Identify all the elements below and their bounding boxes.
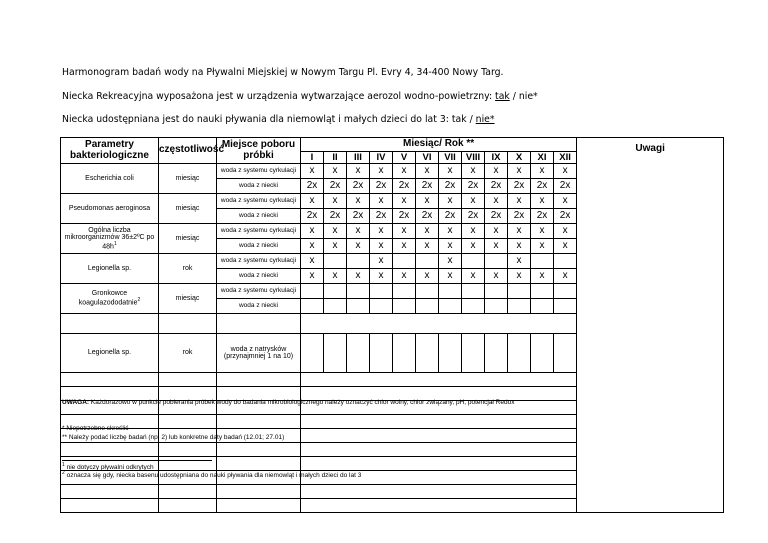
- month-cell: x: [485, 239, 508, 254]
- empty-cell: [217, 314, 301, 334]
- aerosol-option-no: nie*: [518, 91, 538, 102]
- month-cell: x: [416, 164, 439, 179]
- month-cell: [347, 299, 370, 314]
- infant-question: Niecka udostępniana jest do nauki pływania dla niemowląt i małych dzieci do lat 3:: [62, 114, 449, 125]
- month-cell: x: [370, 164, 393, 179]
- frequency-value: miesiąc: [159, 284, 217, 314]
- month-cell: [508, 334, 531, 373]
- month-cell: x: [301, 224, 324, 239]
- empty-cell: [301, 314, 577, 334]
- uwaga-text: Każdorazowo w punkcie pobierania próbek wody do badania mikrobiologicznego należy oznaczyć chlor wolny, chlor związany, pH, potencjał Redox: [89, 399, 515, 406]
- month-cell: [393, 284, 416, 299]
- month-cell: [370, 299, 393, 314]
- month-cell: 2x: [531, 179, 554, 194]
- month-header: IV: [370, 152, 393, 164]
- month-cell: [347, 254, 370, 269]
- month-cell: x: [393, 194, 416, 209]
- month-cell: [439, 299, 462, 314]
- month-cell: x: [301, 164, 324, 179]
- month-cell: x: [347, 239, 370, 254]
- month-cell: [485, 284, 508, 299]
- month-cell: [370, 334, 393, 373]
- month-cell: x: [393, 224, 416, 239]
- month-cell: x: [324, 239, 347, 254]
- month-header: III: [347, 152, 370, 164]
- empty-cell: [301, 499, 577, 513]
- empty-cell: [61, 485, 159, 499]
- parameter-name: [61, 284, 159, 314]
- month-header: IX: [485, 152, 508, 164]
- month-cell: 2x: [370, 209, 393, 224]
- month-header: V: [393, 152, 416, 164]
- month-header: VIII: [462, 152, 485, 164]
- month-header: XI: [531, 152, 554, 164]
- month-cell: [531, 334, 554, 373]
- month-cell: [393, 334, 416, 373]
- frequency-value: rok: [159, 254, 217, 284]
- empty-cell: [217, 373, 301, 387]
- month-cell: x: [370, 254, 393, 269]
- month-cell: x: [508, 224, 531, 239]
- footnote-1-mark: 1: [62, 462, 65, 468]
- month-cell: x: [416, 239, 439, 254]
- aerosol-separator: /: [512, 91, 516, 102]
- infant-option-no: nie*: [475, 114, 495, 125]
- month-cell: x: [439, 254, 462, 269]
- month-cell: x: [439, 239, 462, 254]
- month-cell: 2x: [531, 209, 554, 224]
- month-cell: x: [301, 254, 324, 269]
- footnote-1-text: nie dotyczy pływalni odkrytych: [64, 464, 154, 472]
- empty-cell: [301, 443, 577, 457]
- sampling-place: woda z systemu cyrkulacji: [217, 284, 301, 299]
- month-cell: x: [508, 269, 531, 284]
- month-header: I: [301, 152, 324, 164]
- month-cell: x: [531, 239, 554, 254]
- month-cell: 2x: [485, 209, 508, 224]
- month-cell: [324, 254, 347, 269]
- month-cell: x: [370, 239, 393, 254]
- aerosol-option-yes: tak: [495, 91, 510, 102]
- empty-cell: [301, 373, 577, 387]
- month-cell: x: [347, 164, 370, 179]
- month-cell: [301, 299, 324, 314]
- month-cell: x: [393, 239, 416, 254]
- month-cell: 2x: [324, 209, 347, 224]
- month-cell: x: [531, 224, 554, 239]
- empty-cell: [301, 429, 577, 443]
- month-cell: x: [324, 224, 347, 239]
- month-cell: x: [485, 164, 508, 179]
- month-cell: x: [554, 239, 577, 254]
- month-cell: 2x: [393, 179, 416, 194]
- month-cell: [393, 299, 416, 314]
- empty-cell: [217, 485, 301, 499]
- month-cell: 2x: [393, 209, 416, 224]
- month-cell: x: [508, 164, 531, 179]
- month-cell: [347, 284, 370, 299]
- month-header: II: [324, 152, 347, 164]
- month-cell: [531, 284, 554, 299]
- footnote-2: [62, 470, 361, 479]
- infant-statement: [62, 114, 495, 125]
- month-cell: [508, 284, 531, 299]
- empty-cell: [61, 499, 159, 513]
- month-cell: 2x: [347, 209, 370, 224]
- month-header: VII: [439, 152, 462, 164]
- aerosol-statement: [62, 91, 538, 102]
- month-cell: x: [370, 194, 393, 209]
- month-cell: x: [508, 254, 531, 269]
- month-cell: 2x: [416, 209, 439, 224]
- month-cell: x: [393, 164, 416, 179]
- month-cell: 2x: [370, 179, 393, 194]
- month-cell: x: [301, 239, 324, 254]
- month-cell: [439, 284, 462, 299]
- month-cell: 2x: [416, 179, 439, 194]
- month-cell: x: [554, 164, 577, 179]
- month-cell: x: [462, 224, 485, 239]
- month-cell: x: [508, 194, 531, 209]
- month-cell: x: [554, 224, 577, 239]
- month-cell: x: [485, 269, 508, 284]
- empty-cell: [217, 457, 301, 471]
- month-cell: x: [462, 269, 485, 284]
- month-cell: [554, 254, 577, 269]
- month-cell: x: [416, 224, 439, 239]
- empty-cell: [159, 415, 217, 429]
- month-cell: x: [416, 269, 439, 284]
- month-cell: [439, 334, 462, 373]
- month-header: VI: [416, 152, 439, 164]
- month-cell: 2x: [554, 209, 577, 224]
- month-cell: x: [347, 194, 370, 209]
- parameter-name: Escherichia coli: [61, 164, 159, 194]
- month-cell: x: [347, 269, 370, 284]
- parameter-name: Legionella sp.: [61, 334, 159, 373]
- footnote-2-mark: 2: [62, 470, 65, 476]
- footnote-2-text: oznacza się gdy, niecka basenu udostępniana do nauki pływania dla niemowląt i małych dzieci do lat 3: [64, 472, 362, 480]
- month-cell: [462, 284, 485, 299]
- month-cell: [324, 299, 347, 314]
- month-cell: x: [439, 194, 462, 209]
- uwaga-note: [62, 399, 514, 406]
- month-cell: x: [531, 164, 554, 179]
- aerosol-question: Niecka Rekreacyjna wyposażona jest w urządzenia wytwarzające aerozol wodno-powietrzny:: [62, 91, 493, 102]
- month-cell: x: [462, 164, 485, 179]
- month-cell: 2x: [301, 209, 324, 224]
- month-cell: x: [347, 224, 370, 239]
- empty-cell: [217, 499, 301, 513]
- month-cell: x: [370, 269, 393, 284]
- empty-cell: [159, 457, 217, 471]
- month-cell: [554, 299, 577, 314]
- month-cell: [347, 334, 370, 373]
- empty-cell: [217, 443, 301, 457]
- month-cell: x: [485, 194, 508, 209]
- month-cell: 2x: [439, 179, 462, 194]
- frequency-value: rok: [159, 334, 217, 373]
- sampling-place: woda z natrysków (przynajmniej 1 na 10): [217, 334, 301, 373]
- parameter-name-text: Ogólna liczba mikroorganizmów 36±2ºC po 48h: [64, 226, 155, 250]
- sampling-place: woda z systemu cyrkulacji: [217, 194, 301, 209]
- empty-cell: [301, 415, 577, 429]
- empty-cell: [159, 485, 217, 499]
- month-cell: x: [462, 194, 485, 209]
- month-cell: x: [324, 194, 347, 209]
- sampling-place: woda z systemu cyrkulacji: [217, 254, 301, 269]
- header-sampling-place: Miejsce poboru próbki: [217, 138, 301, 164]
- empty-cell: [61, 373, 159, 387]
- sampling-place: woda z niecki: [217, 299, 301, 314]
- month-cell: 2x: [462, 179, 485, 194]
- month-cell: [393, 254, 416, 269]
- month-cell: x: [393, 269, 416, 284]
- parameter-name: Legionella sp.: [61, 254, 159, 284]
- footnote-ref: 1: [113, 240, 117, 247]
- frequency-value: miesiąc: [159, 224, 217, 254]
- month-cell: 2x: [301, 179, 324, 194]
- month-cell: [462, 334, 485, 373]
- month-cell: 2x: [508, 209, 531, 224]
- sampling-schedule-table: [60, 137, 724, 513]
- month-cell: x: [531, 194, 554, 209]
- parameter-name-text: Gronkowce koagulazododatnie: [78, 290, 138, 307]
- month-cell: x: [508, 239, 531, 254]
- empty-cell: [159, 373, 217, 387]
- empty-cell: [61, 314, 159, 334]
- empty-cell: [301, 485, 577, 499]
- month-cell: [508, 299, 531, 314]
- month-cell: x: [439, 224, 462, 239]
- sampling-place: woda z systemu cyrkulacji: [217, 224, 301, 239]
- document-title: Harmonogram badań wody na Pływalni Miejskiej w Nowym Targu Pl. Evry 4, 34-400 Nowy Targ.: [62, 67, 504, 78]
- month-cell: x: [301, 269, 324, 284]
- uwaga-label: UWAGA:: [62, 399, 90, 406]
- header-parameters: Parametry bakteriologiczne: [61, 138, 159, 164]
- month-cell: [554, 334, 577, 373]
- month-cell: x: [370, 224, 393, 239]
- month-cell: [301, 334, 324, 373]
- month-cell: [531, 299, 554, 314]
- month-cell: [301, 284, 324, 299]
- month-cell: x: [324, 164, 347, 179]
- month-cell: x: [439, 164, 462, 179]
- month-cell: x: [439, 269, 462, 284]
- month-cell: x: [324, 269, 347, 284]
- month-cell: 2x: [462, 209, 485, 224]
- empty-cell: [61, 443, 159, 457]
- empty-cell: [159, 443, 217, 457]
- empty-cell: [217, 415, 301, 429]
- month-cell: x: [554, 269, 577, 284]
- month-cell: 2x: [439, 209, 462, 224]
- frequency-value: miesiąc: [159, 164, 217, 194]
- header-remarks: Uwagi: [577, 138, 724, 513]
- footnote-strike: * Niepotrzebne skreślić: [62, 425, 129, 432]
- frequency-value: miesiąc: [159, 194, 217, 224]
- empty-cell: [159, 499, 217, 513]
- infant-separator: /: [469, 114, 473, 125]
- month-cell: [324, 334, 347, 373]
- month-cell: [485, 299, 508, 314]
- header-month-year: Miesiąc/ Rok **: [301, 138, 577, 152]
- parameter-name: Pseudomonas aeroginosa: [61, 194, 159, 224]
- empty-cell: [159, 314, 217, 334]
- month-cell: [462, 254, 485, 269]
- month-header: XII: [554, 152, 577, 164]
- infant-option-yes: tak: [451, 114, 467, 125]
- month-cell: [485, 334, 508, 373]
- month-cell: x: [416, 194, 439, 209]
- sampling-place: woda z systemu cyrkulacji: [217, 164, 301, 179]
- month-cell: [416, 284, 439, 299]
- month-cell: [416, 334, 439, 373]
- month-cell: 2x: [347, 179, 370, 194]
- sampling-place: woda z niecki: [217, 269, 301, 284]
- month-cell: 2x: [508, 179, 531, 194]
- empty-cell: [301, 457, 577, 471]
- month-cell: x: [301, 194, 324, 209]
- month-cell: 2x: [324, 179, 347, 194]
- month-cell: x: [554, 194, 577, 209]
- month-cell: [531, 254, 554, 269]
- parameter-name: [61, 224, 159, 254]
- footnote-divider: [62, 460, 212, 461]
- sampling-place: woda z niecki: [217, 209, 301, 224]
- month-cell: [324, 284, 347, 299]
- month-cell: x: [462, 239, 485, 254]
- header-frequency: częstotliwość: [159, 138, 217, 164]
- sampling-place: woda z niecki: [217, 239, 301, 254]
- month-cell: [370, 284, 393, 299]
- month-cell: [416, 299, 439, 314]
- month-cell: 2x: [485, 179, 508, 194]
- month-cell: x: [485, 224, 508, 239]
- month-cell: [416, 254, 439, 269]
- month-cell: [485, 254, 508, 269]
- footnote-ref: 2: [137, 296, 141, 303]
- sampling-place: woda z niecki: [217, 179, 301, 194]
- month-header: X: [508, 152, 531, 164]
- month-cell: [554, 284, 577, 299]
- month-cell: 2x: [554, 179, 577, 194]
- month-cell: [462, 299, 485, 314]
- month-cell: x: [531, 269, 554, 284]
- footnote-count: ** Należy podać liczbę badań (np. 2) lub konkretne daty badań (12.01; 27.01): [62, 434, 285, 441]
